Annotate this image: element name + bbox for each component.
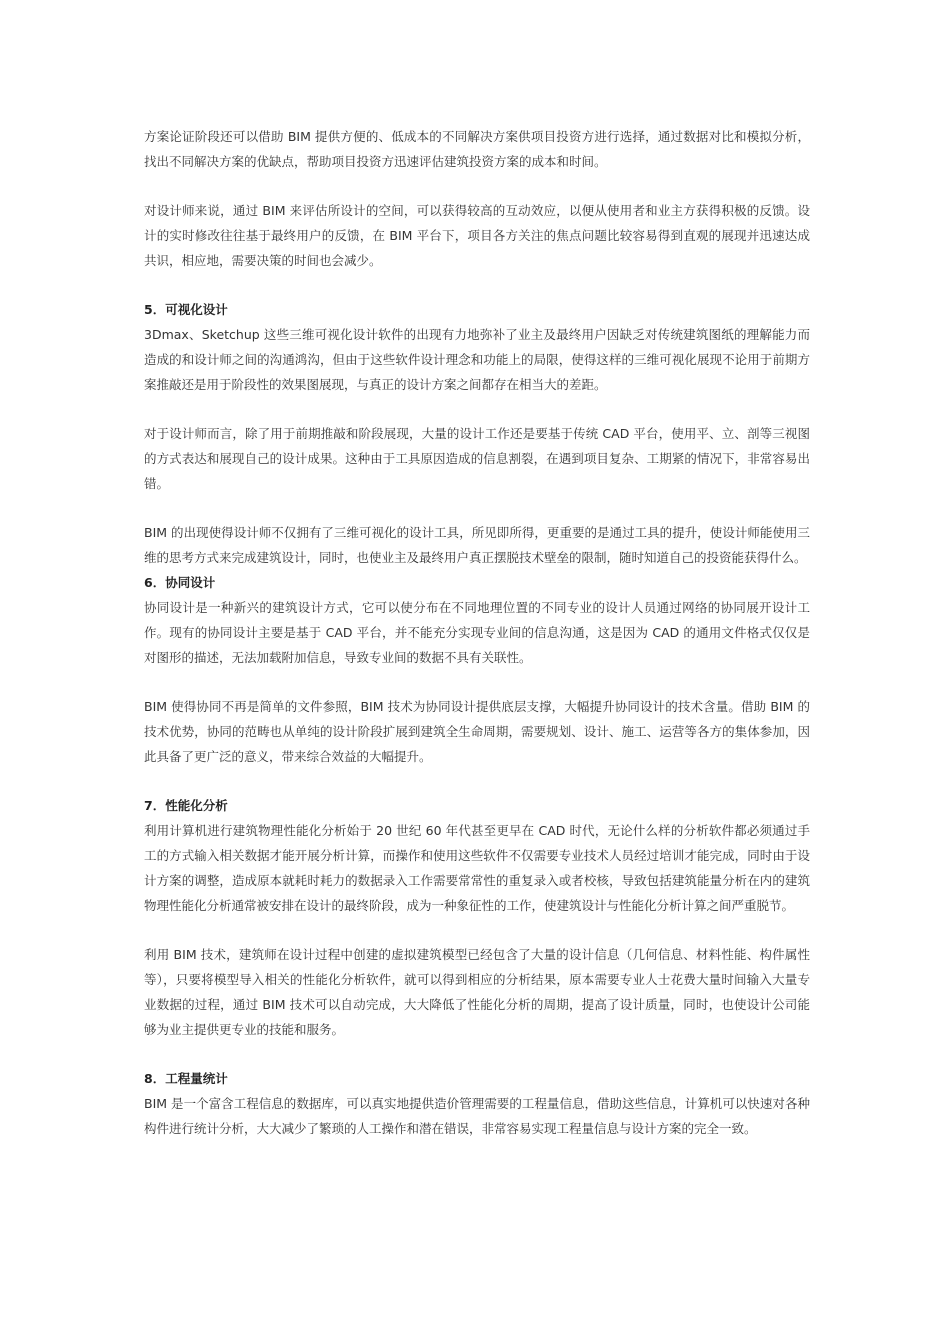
section-heading-5: 5．可视化设计 xyxy=(144,302,228,317)
paragraph: 协同设计是一种新兴的建筑设计方式，它可以使分布在不同地理位置的不同专业的设计人员通过网络的协同展开设计工作。现有的协同设计主要是基于 CAD 平台，并不能充分实现专业间的信息沟通，这是因为 CAD 的通用文件格式仅仅是对图形的描述，无法加载附加信息，导致专业间的数据不具有关联性。 xyxy=(144,600,810,665)
section-heading-8: 8．工程量统计 xyxy=(144,1071,228,1086)
paragraph: BIM 是一个富含工程信息的数据库，可以真实地提供造价管理需要的工程量信息，借助这些信息，计算机可以快速对各种构件进行统计分析，大大减少了繁琐的人工操作和潜在错误，非常容易实现工程量信息与设计方案的完全一致。 xyxy=(144,1096,810,1136)
paragraph: 利用 BIM 技术，建筑师在设计过程中创建的虚拟建筑模型已经包含了大量的设计信息（几何信息、材料性能、构件属性等），只要将模型导入相关的性能化分析软件，就可以得到相应的分析结果，原本需要专业人士花费大量时间输入大量专业数据的过程，通过 BIM 技术可以自动完成，大大降低了性能化分析的周期，提高了设计质量，同时，也使设计公司能够为业主提供更专业的技能和服务。 xyxy=(144,947,810,1037)
paragraph: 对设计师来说，通过 BIM 来评估所设计的空间，可以获得较高的互动效应，以便从使用者和业主方获得积极的反馈。设计的实时修改往往基于最终用户的反馈，在 BIM 平台下，项目各方关注的焦点问题比较容易得到直观的展现并迅速达成共识，相应地，需要决策的时间也会减少。 xyxy=(144,203,810,268)
paragraph: BIM 的出现使得设计师不仅拥有了三维可视化的设计工具，所见即所得，更重要的是通过工具的提升，使设计师能使用三维的思考方式来完成建筑设计，同时，也使业主及最终用户真正摆脱技术壁垒的限制，随时知道自己的投资能获得什么。 xyxy=(144,525,810,565)
paragraph: 对于设计师而言，除了用于前期推敲和阶段展现，大量的设计工作还是要基于传统 CAD 平台，使用平、立、剖等三视图的方式表达和展现自己的设计成果。这种由于工具原因造成的信息割裂，在遇到项目复杂、工期紧的情况下，非常容易出错。 xyxy=(144,426,810,491)
section-heading-7: 7．性能化分析 xyxy=(144,798,228,813)
paragraph: 方案论证阶段还可以借助 BIM 提供方便的、低成本的不同解决方案供项目投资方进行选择，通过数据对比和模拟分析，找出不同解决方案的优缺点，帮助项目投资方迅速评估建筑投资方案的成本和时间。 xyxy=(144,129,810,169)
paragraph: 利用计算机进行建筑物理性能化分析始于 20 世纪 60 年代甚至更早在 CAD 时代，无论什么样的分析软件都必须通过手工的方式输入相关数据才能开展分析计算，而操作和使用这些软件不仅需要专业技术人员经过培训才能完成，同时由于设计方案的调整，造成原本就耗时耗力的数据录入工作需要常常性的重复录入或者校核，导致包括建筑能量分析在内的建筑物理性能化分析通常被安排在设计的最终阶段，成为一种象征性的工作，使建筑设计与性能化分析计算之间严重脱节。 xyxy=(144,823,810,913)
paragraph: 3Dmax、Sketchup 这些三维可视化设计软件的出现有力地弥补了业主及最终用户因缺乏对传统建筑图纸的理解能力而造成的和设计师之间的沟通鸿沟，但由于这些软件设计理念和功能上的局限，使得这样的三维可视化展现不论用于前期方案推敲还是用于阶段性的效果图展现，与真正的设计方案之间都存在相当大的差距。 xyxy=(144,327,810,392)
paragraph: BIM 使得协同不再是简单的文件参照，BIM 技术为协同设计提供底层支撑，大幅提升协同设计的技术含量。借助 BIM 的技术优势，协同的范畴也从单纯的设计阶段扩展到建筑全生命周期，需要规划、设计、施工、运营等各方的集体参加，因此具备了更广泛的意义，带来综合效益的大幅提升。 xyxy=(144,699,810,764)
document-body xyxy=(144,124,810,1141)
section-heading-6: 6．协同设计 xyxy=(144,575,216,590)
